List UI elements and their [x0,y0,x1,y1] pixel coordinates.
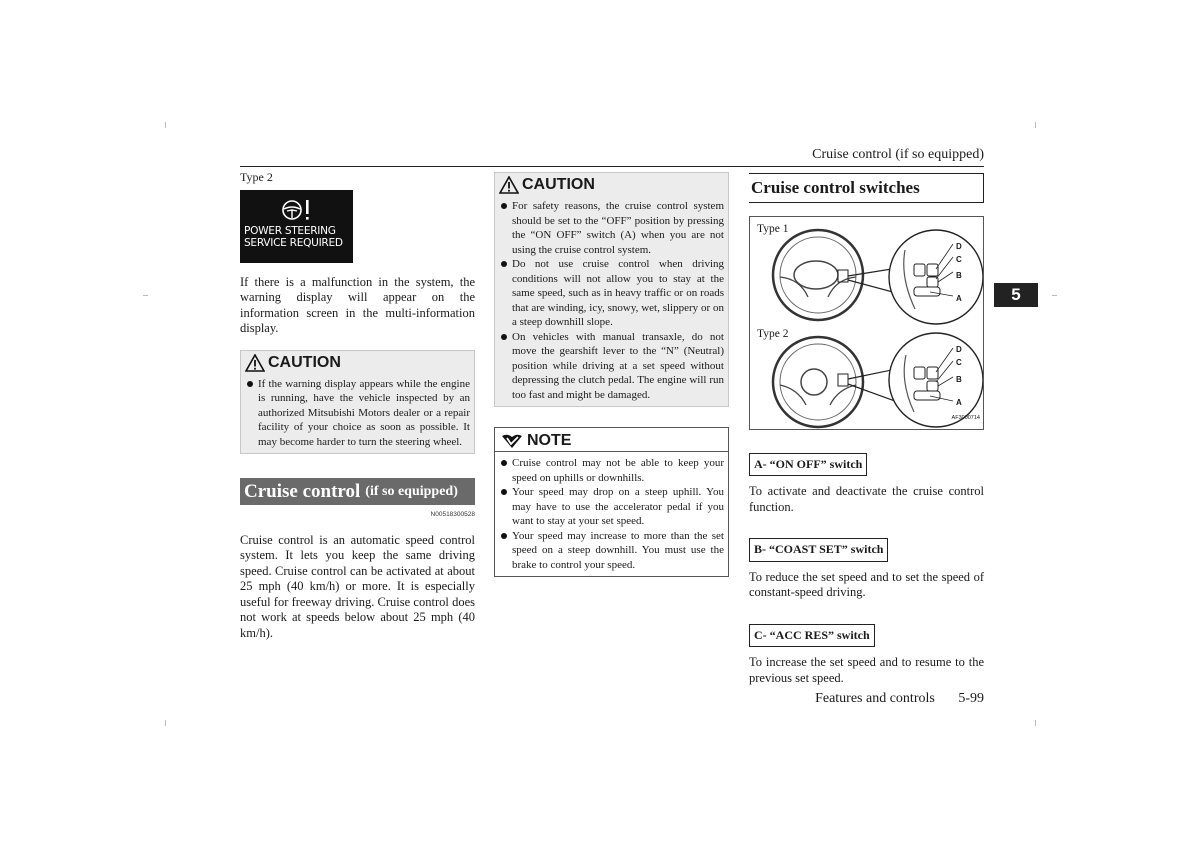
warning-display [240,190,353,263]
list-item: Do not use cruise control when driving conditions will not allow you to stay at the same speed, such as in heavy traffic or on roads that are winding, icy, snowy, wet, slippery or on a steep downhill slope. [499,257,724,330]
switch-label: B- “COAST SET” switch [749,538,888,562]
section-subtitle: (if so equipped) [365,483,458,499]
middle-column [494,172,729,577]
page-footer [815,691,984,707]
callout-label: D [956,241,962,251]
figure-type1-label: Type 1 [757,222,789,235]
caution-box [494,172,729,407]
type-label: Type 2 [240,170,273,184]
caution-header [241,351,474,373]
crop-mark [165,720,166,726]
switch-entry [749,624,984,687]
list-item: Cruise control may not be able to keep your speed on uphills or downhills. [499,456,724,485]
callout-label: B [956,374,962,384]
crop-mark [1052,295,1057,296]
display-text [244,225,343,249]
switch-figure [749,216,984,430]
figure-code: AF3000714 [951,415,980,421]
switch-description: To activate and deactivate the cruise control function. [749,484,984,514]
switch-description: To reduce the set speed and to set the speed of constant-speed driving. [749,569,984,599]
display-line: SERVICE REQUIRED [244,236,343,249]
switch-label: A- “ON OFF” switch [749,453,867,477]
figure-type2-label: Type 2 [757,327,789,340]
steering-wheel-diagram [750,217,983,429]
note-icon [501,433,523,449]
callout-label: C [956,254,962,264]
crop-mark [165,122,166,128]
switch-description: To increase the set speed and to resume to the previous set speed. [749,655,984,685]
list-item: On vehicles with manual transaxle, do not move the gearshift lever to the “N” (Neutral) position while driving at a set speed without depressing the clutch pedal. The engine will run too fast and might be damaged. [499,330,724,403]
caution-box [240,350,475,455]
list-item: If the warning display appears while the engine is running, have the vehicle inspected by an authorized Mitsubishi Motors dealer or a repair facility of your choice as soon as possible. It may become harder to turn the steering wheel. [245,377,470,450]
section-title: Cruise control [244,480,361,502]
section-code: N00518300528 [430,511,475,518]
caution-title: CAUTION [522,176,595,194]
page-number: 5-99 [958,691,984,706]
body-paragraph: Cruise control is an automatic speed control system. It lets you keep the same driving speed. Cruise control can be activated at about 25 mph (40 km/h) or more. It is especially useful for freeway driving. Cruise control does not work at speeds below about 25 mph (40 km/h). [240,532,475,640]
caution-list [241,373,474,454]
warning-triangle-icon [245,354,265,372]
note-header [495,428,728,452]
steering-warning-icon [280,198,314,222]
warning-triangle-icon [499,176,519,194]
chapter-tab: 5 [994,283,1038,307]
header-rule [240,166,984,167]
callout-label: D [956,344,962,354]
crop-mark [143,295,148,296]
callout-label: A [956,397,962,407]
list-item: Your speed may drop on a steep uphill. You may have to use the accelerator pedal if you want to stay at your set speed. [499,485,724,529]
left-column [240,170,475,641]
crop-mark [1035,720,1036,726]
crop-mark [1035,122,1036,128]
running-header: Cruise control (if so equipped) [812,147,984,162]
right-column [749,173,984,686]
switch-label: C- “ACC RES” switch [749,624,875,648]
list-item: For safety reasons, the cruise control system should be set to the “OFF” position by pressing the “ON OFF” switch (A) when you are not using the cruise control system. [499,199,724,257]
callout-label: A [956,293,962,303]
section-heading: Cruise control switches [749,173,984,203]
note-title: NOTE [527,432,572,450]
switch-entry [749,538,984,601]
caution-list [495,195,728,406]
callout-label: B [956,270,962,280]
note-box [494,427,729,577]
note-list [495,452,728,576]
list-item: Your speed may increase to more than the set speed on a steep downhill. You must use the brake to control your speed. [499,529,724,573]
caution-title: CAUTION [268,353,341,371]
intro-paragraph: If there is a malfunction in the system, the warning display will appear on the information screen in the multi-information display. [240,274,475,335]
caution-header [495,173,728,195]
switch-entry [749,453,984,516]
section-title-bar [240,478,475,505]
callout-label: C [956,357,962,367]
footer-section: Features and controls [815,691,935,706]
display-line: POWER STEERING [244,224,336,237]
